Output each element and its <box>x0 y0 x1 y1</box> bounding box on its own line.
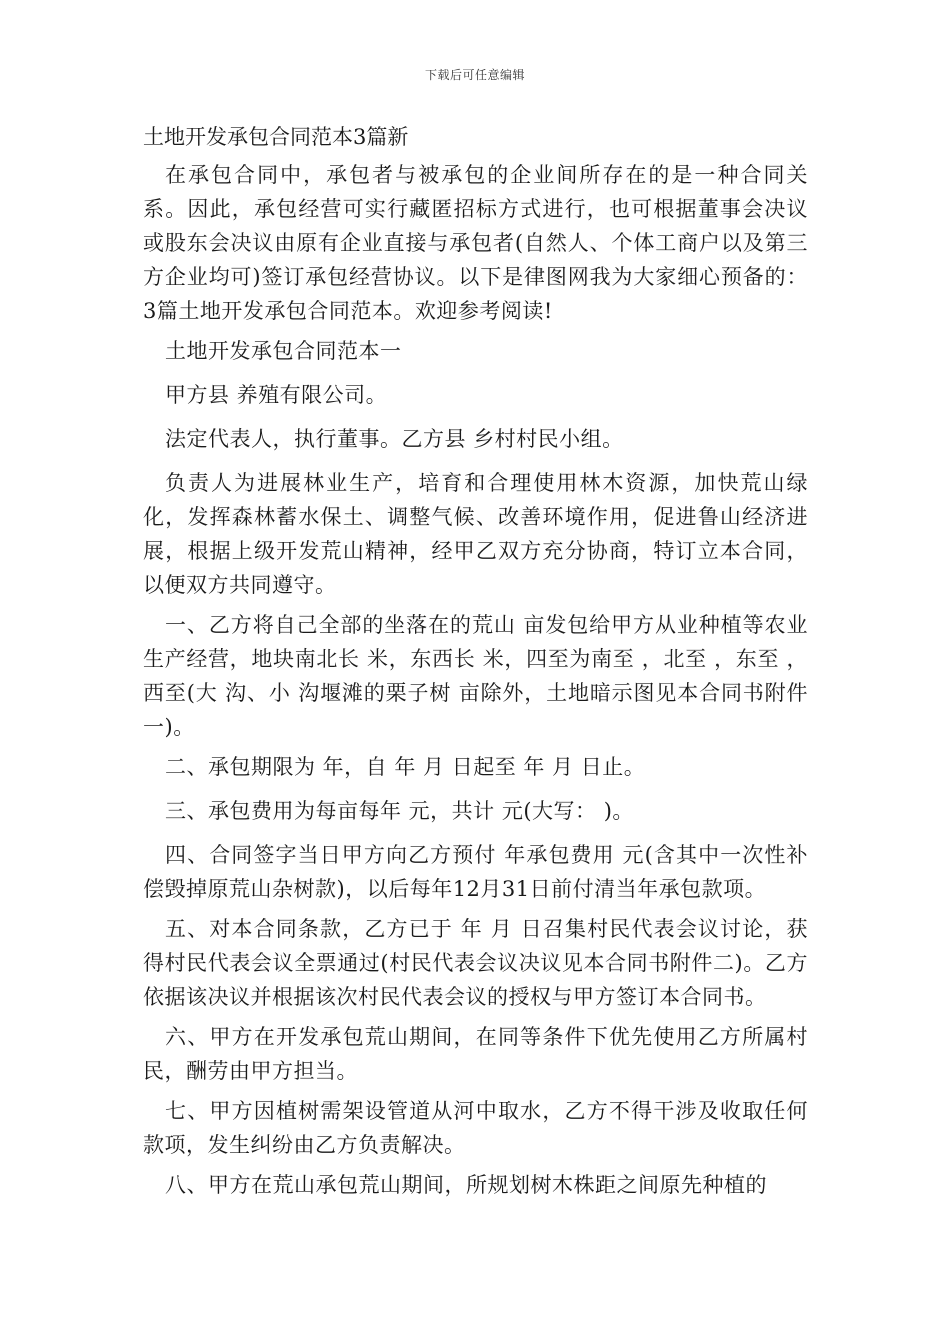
party-a-line: 甲方县 养殖有限公司。 <box>165 383 388 407</box>
clause-3: 三、承包费用为每亩每年 元，共计 元(大写： )。 <box>165 799 634 823</box>
representative-line: 法定代表人，执行董事。乙方县 乡村村民小组。 <box>165 427 624 451</box>
section-heading: 土地开发承包合同范本一 <box>165 339 402 363</box>
clause-7: 七、甲方因植树需架设管道从河中取水，乙方不得干涉及收取任何款项，发生纠纷由乙方负责解决。 <box>143 1099 808 1157</box>
clause-2: 二、承包期限为 年，自 年 月 日起至 年 月 日止。 <box>165 755 646 779</box>
clause-6: 六、甲方在开发承包荒山期间，在同等条件下优先使用乙方所属村民，酬劳由甲方担当。 <box>143 1025 808 1083</box>
clause-4: 四、合同签字当日甲方向乙方预付 年承包费用 元(含其中一次性补偿毁掉原荒山杂树款)，以后每年12月31日前付清当年承包款项。 <box>143 843 808 901</box>
clause-8: 八、甲方在荒山承包荒山期间，所规划树木株距之间原先种植的 <box>165 1173 767 1197</box>
clause-1: 一、乙方将自己全部的坐落在的荒山 亩发包给甲方从业种植等农业生产经营，地块南北长 米，东西长 米，四至为南至 ，北至 ，东至 ，西至(大 沟、小 沟堰滩的栗子树 亩除外，土地暗示图见本合同书附件一)。 <box>143 613 808 739</box>
document-body <box>143 118 808 1208</box>
intro-paragraph: 在承包合同中，承包者与被承包的企业间所存在的是一种合同关系。因此，承包经营可实行藏匿招标方式进行，也可根据董事会决议或股东会决议由原有企业直接与承包者(自然人、个体工商户以及第三方企业均可)签订承包经营协议。以下是律图网我为大家细心预备的：3篇土地开发承包合同范本。欢迎参考阅读! <box>143 163 808 323</box>
purpose-paragraph: 负责人为进展林业生产，培育和合理使用林木资源，加快荒山绿化，发挥森林蓄水保土、调整气候、改善环境作用，促进鲁山经济进展，根据上级开发荒山精神，经甲乙双方充分协商，特订立本合同，以便双方共同遵守。 <box>143 471 808 597</box>
document-title: 土地开发承包合同范本3篇新 <box>143 125 409 149</box>
clause-5: 五、对本合同条款，乙方已于 年 月 日召集村民代表会议讨论，获得村民代表会议全票通过(村民代表会议决议见本合同书附件二)。乙方依据该决议并根据该次村民代表会议的授权与甲方签订本合同书。 <box>143 917 808 1009</box>
header-note: 下载后可任意编辑 <box>424 68 525 82</box>
